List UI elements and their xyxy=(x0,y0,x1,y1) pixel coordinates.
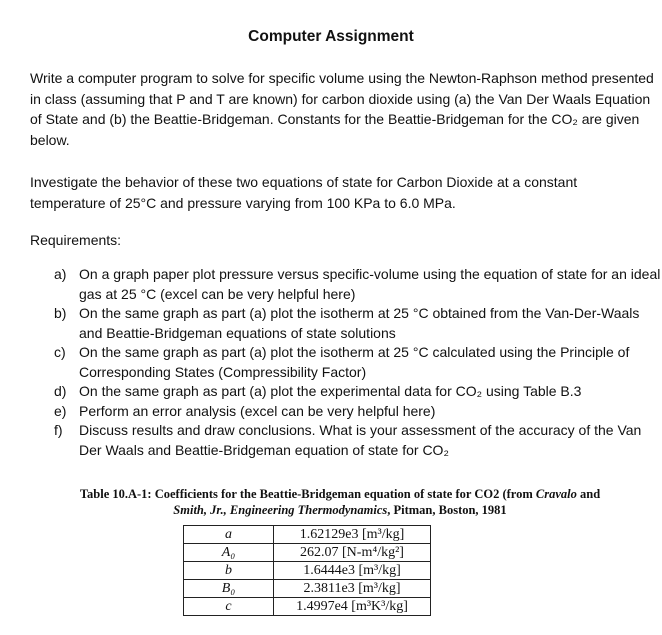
requirements-list xyxy=(54,265,662,460)
coefficient-value: 1.62129e3 [m³/kg] xyxy=(274,526,431,544)
table-row xyxy=(184,544,431,562)
caption-text-mid: and xyxy=(576,487,601,501)
caption-label: Table 10.A-1: xyxy=(79,487,152,501)
item-marker: f) xyxy=(54,422,63,438)
list-item xyxy=(54,265,662,304)
coefficient-symbol: A₀ xyxy=(184,544,274,562)
requirements-heading: Requirements: xyxy=(30,232,122,248)
coefficient-symbol: c xyxy=(184,598,274,616)
item-text: Perform an error analysis (excel can be very helpful here) xyxy=(79,402,436,419)
list-item xyxy=(54,421,662,460)
coefficients-table xyxy=(183,525,431,616)
item-marker: c) xyxy=(54,344,66,360)
item-marker: a) xyxy=(54,266,67,282)
table-caption xyxy=(40,486,640,518)
page-title: Computer Assignment xyxy=(248,28,414,45)
list-item xyxy=(54,382,662,402)
table-row xyxy=(184,598,431,616)
item-marker: d) xyxy=(54,383,67,399)
item-marker: e) xyxy=(54,402,67,419)
list-item xyxy=(54,402,662,422)
caption-author-1: Cravalo xyxy=(535,487,577,501)
investigation-paragraph: Investigate the behavior of these two equations of state for Carbon Dioxide at a constant temperature of 25°C and pressure varying from 100 KPa to 6.0 MPa. xyxy=(30,174,578,211)
caption-text-after: , Pitman, Boston, 1981 xyxy=(387,503,507,517)
item-text: On the same graph as part (a) plot the experimental data for CO₂ using Table B.3 xyxy=(79,383,582,399)
item-text: On a graph paper plot pressure versus specific-volume using the equation of state for an ideal gas at 25 °C (excel can be very helpful here) xyxy=(79,266,661,302)
caption-author-2: Smith, Jr., Engineering Thermodynamics xyxy=(173,503,388,517)
coefficient-symbol: B₀ xyxy=(184,580,274,598)
table-row xyxy=(184,562,431,580)
coefficient-symbol: b xyxy=(184,562,274,580)
caption-text-before: Coefficients for the Beattie-Bridgeman equation of state for CO2 (from xyxy=(151,487,536,501)
coefficient-value: 1.4997e4 [m³K³/kg] xyxy=(274,598,431,616)
list-item xyxy=(54,343,662,382)
coefficient-value: 1.6444e3 [m³/kg] xyxy=(274,562,431,580)
list-item xyxy=(54,304,662,343)
table-row xyxy=(184,580,431,598)
item-text: Discuss results and draw conclusions. What is your assessment of the accuracy of the Van Der Waals and Beattie-Bridgeman equation of state for CO₂ xyxy=(79,422,642,458)
item-text: On the same graph as part (a) plot the isotherm at 25 °C calculated using the Principle of Corresponding States (Compressibility Factor) xyxy=(79,344,630,380)
assignment-intro: Write a computer program to solve for specific volume using the Newton-Raphson method presented in class (assuming that P and T are known) for carbon dioxide using (a) the Van Der Waals Equation of State and (b) the Beattie-Bridgeman. Constants for the Beattie-Bridgeman for the CO₂ are given below. xyxy=(30,70,654,148)
item-marker: b) xyxy=(54,305,67,321)
item-text: On the same graph as part (a) plot the isotherm at 25 °C obtained from the Van-Der-Waals and Beattie-Bridgeman equations of state solutions xyxy=(79,305,640,341)
coefficient-value: 2.3811e3 [m³/kg] xyxy=(274,580,431,598)
coefficient-value: 262.07 [N-m⁴/kg²] xyxy=(274,544,431,562)
table-row xyxy=(184,526,431,544)
coefficient-symbol: a xyxy=(184,526,274,544)
